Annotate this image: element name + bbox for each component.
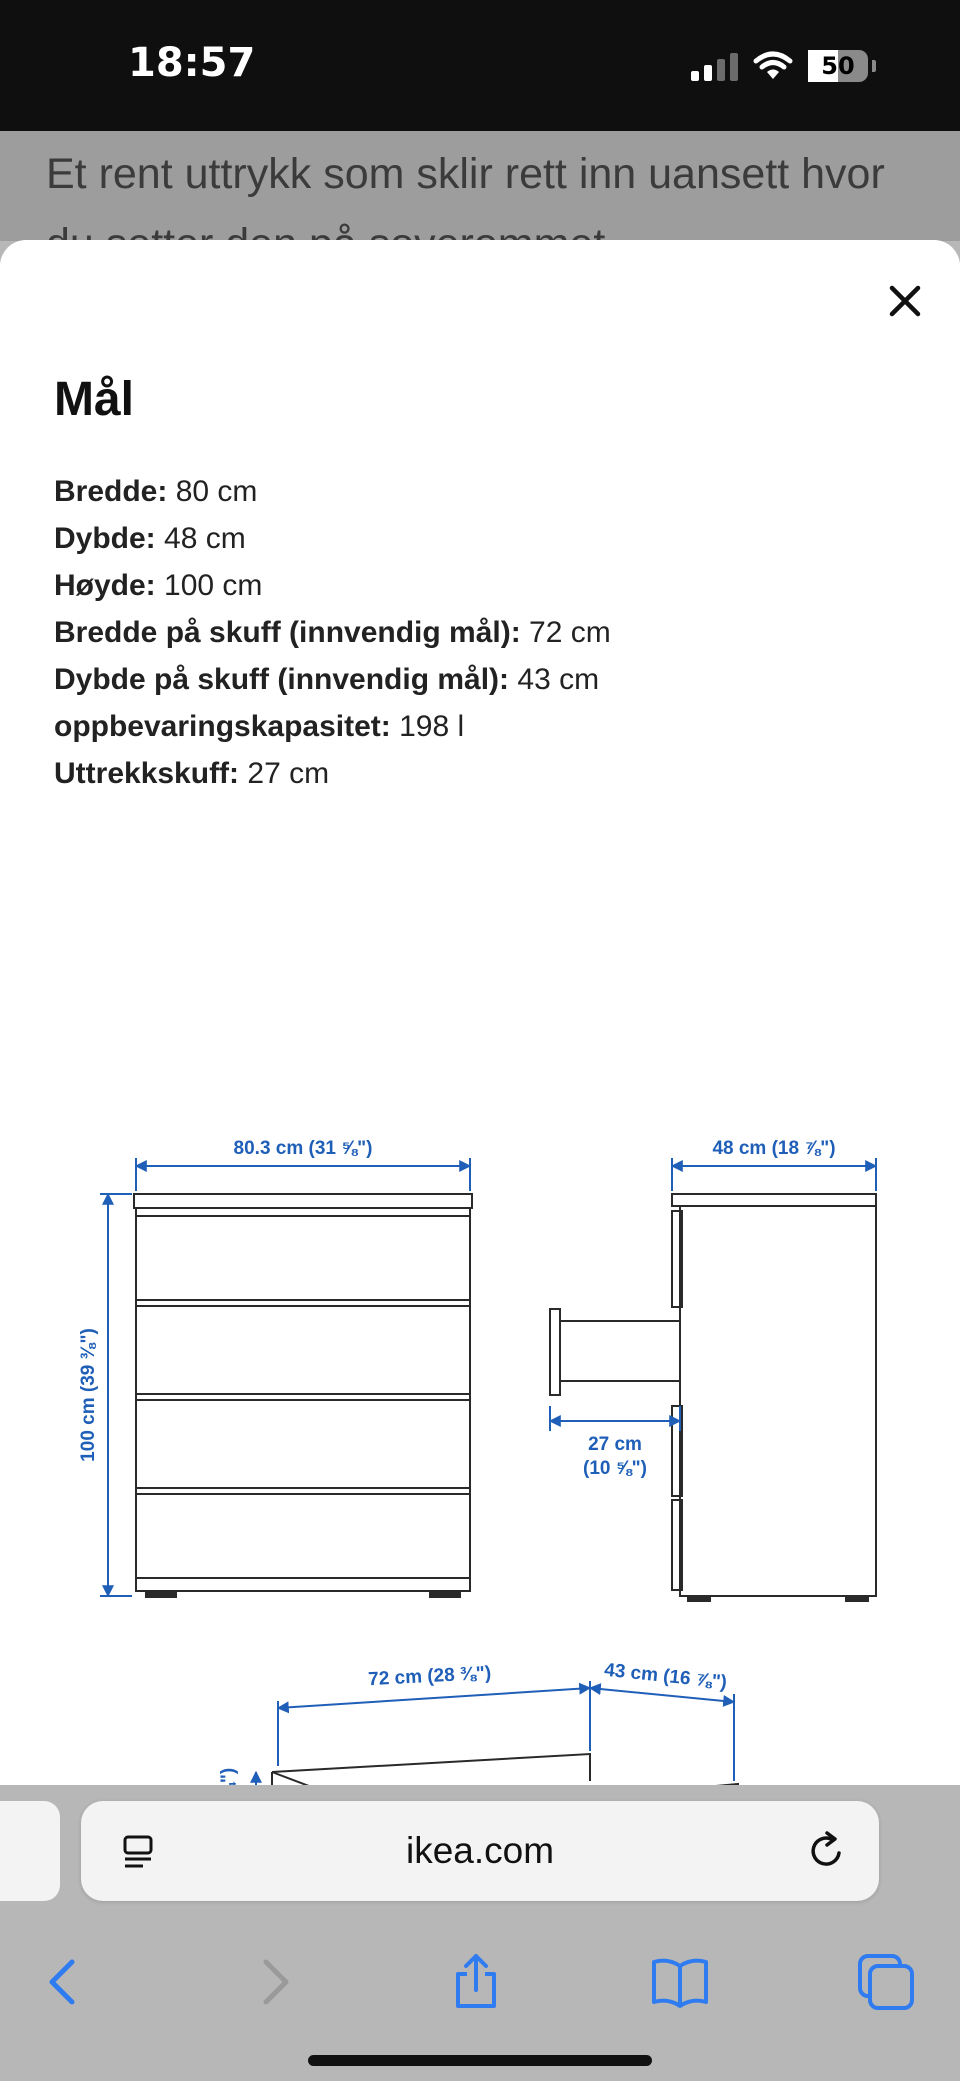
status-icons [691,44,876,88]
spec-list [54,468,611,797]
wifi-icon [754,51,792,81]
front-drawer [136,1400,470,1488]
front-drawer [136,1494,470,1578]
spec-value: 80 cm [167,475,258,508]
spec-row [54,609,611,656]
spec-row [54,468,611,515]
battery-level: 50 [821,52,855,80]
drawer-depth-label: 43 cm (16 ⅞") [603,1659,728,1694]
status-bar [0,0,960,131]
spec-label: Bredde på skuff (innvendig mål): [54,616,521,649]
spec-value: 43 cm [509,663,600,696]
pulled-drawer-box [560,1321,680,1381]
front-foot [146,1591,176,1597]
front-top [134,1194,472,1208]
share-icon[interactable] [446,1952,506,2012]
spec-value: 48 cm [155,522,246,555]
spec-label: oppbevaringskapasitet: [54,710,391,743]
front-width-label: 80.3 cm (31 ⅝") [233,1138,373,1159]
side-foot [846,1596,868,1601]
front-drawer [136,1306,470,1394]
address-bar[interactable] [81,1801,879,1901]
sheet-title: Mål [54,373,135,426]
dimension-drawing [60,876,900,1726]
spec-row [54,703,611,750]
spec-label: Dybde på skuff (innvendig mål): [54,663,510,696]
drawer-width-label: 72 cm (28 ⅜") [367,1662,492,1691]
bookmarks-icon[interactable] [650,1952,710,2012]
status-time: 18:57 [128,40,256,86]
extension-label-inch: (10 ⅝") [583,1458,647,1479]
spec-label: Høyde: [54,569,156,602]
dimensions-sheet [0,240,960,1785]
back-icon[interactable] [34,1952,94,2012]
drawer-back [272,1754,590,1781]
reload-icon[interactable] [805,1829,849,1873]
tabs-icon[interactable] [856,1952,916,2012]
browser-chrome [0,1785,960,2081]
browser-toolbar [0,1928,960,2038]
spec-value: 198 l [390,710,465,743]
previous-tab-peek[interactable] [0,1801,60,1901]
spec-row [54,750,611,797]
side-depth-label: 48 cm (18 ⅞") [712,1138,836,1159]
home-indicator [308,2055,652,2066]
spec-row [54,515,611,562]
side-top [672,1194,876,1206]
battery-icon [808,50,868,82]
spec-value: 27 cm [239,757,330,790]
spec-label: Dybde: [54,522,156,555]
spec-label: Uttrekkskuff: [54,757,240,790]
spec-row [54,562,611,609]
pulled-drawer-front [550,1309,560,1395]
front-foot [430,1591,460,1597]
front-height-label: 100 cm (39 ⅜") [78,1328,99,1462]
background-page-text: Et rent uttrykk som sklir rett inn uansett hvor [46,150,885,198]
forward-icon[interactable] [244,1952,304,2012]
background-page [0,131,960,241]
signal-icon [691,51,738,81]
spec-label: Bredde: [54,475,168,508]
battery-cap [872,60,876,72]
spec-row [54,656,611,703]
spec-value: 72 cm [520,616,611,649]
side-foot [688,1596,710,1601]
extension-label: 27 cm [588,1434,642,1455]
side-body [680,1206,876,1596]
spec-value: 100 cm [155,569,263,602]
close-icon[interactable] [880,276,930,326]
front-drawer [136,1216,470,1300]
address-text[interactable]: ikea.com [405,1830,555,1871]
